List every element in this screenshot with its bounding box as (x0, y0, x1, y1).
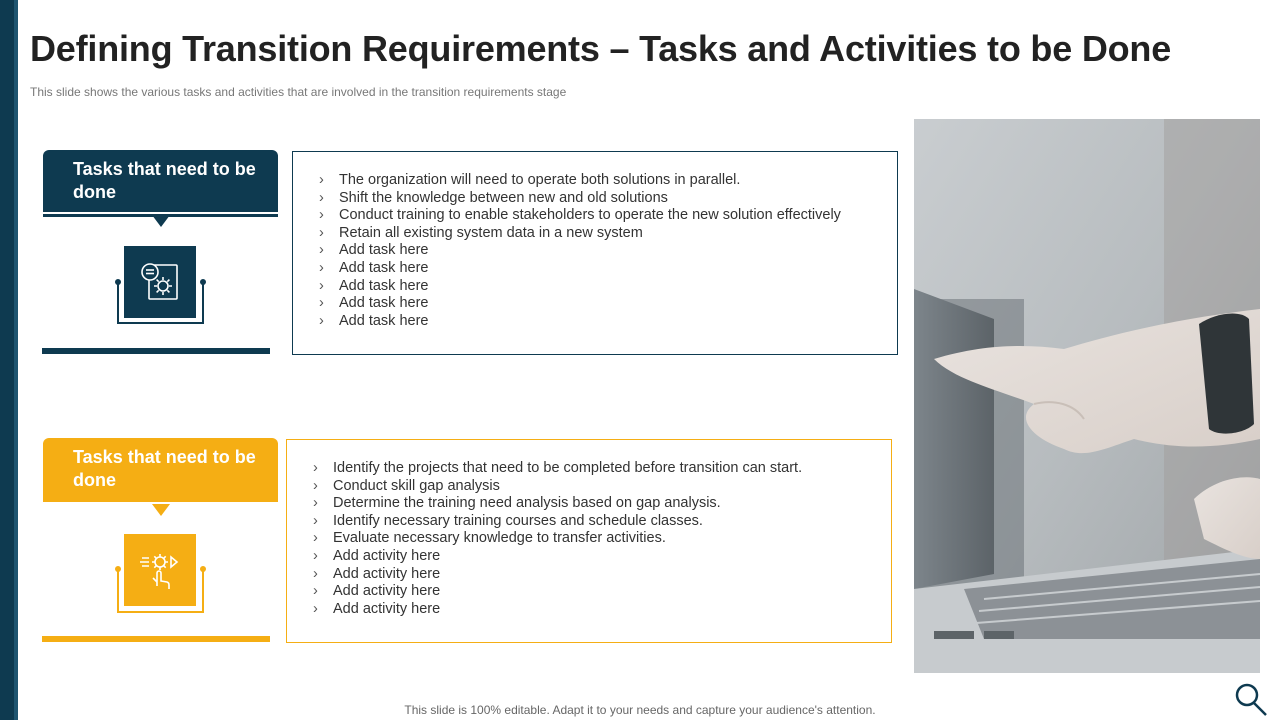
list-item-text: Conduct training to enable stakeholders to operate the new solution effectively (339, 207, 841, 224)
gear-document-icon (124, 246, 196, 318)
chevron-right-icon: › (313, 530, 318, 547)
list-item (313, 583, 871, 601)
chevron-right-icon: › (319, 277, 324, 294)
chevron-right-icon: › (313, 495, 318, 512)
list-item-text: Add activity here (333, 565, 441, 582)
chevron-right-icon: › (313, 477, 318, 494)
section1-list (319, 172, 877, 330)
section2-list (313, 460, 871, 618)
footer-note: This slide is 100% editable. Adapt it to your needs and capture your audience's attention. (404, 703, 876, 717)
list-item-text: Add activity here (333, 583, 441, 600)
chevron-right-icon: › (319, 224, 324, 241)
chevron-right-icon: › (319, 295, 324, 312)
list-item (319, 313, 877, 331)
list-item-text: Evaluate necessary knowledge to transfer activities. (333, 530, 666, 547)
section2-label-underline (43, 499, 278, 502)
list-item-text: Identify the projects that need to be completed before transition can start. (333, 460, 803, 476)
section2-bottom-line (42, 636, 270, 642)
chevron-right-icon: › (313, 547, 318, 564)
list-item-text: Add task here (339, 259, 429, 276)
section1-dot-right (200, 279, 206, 285)
list-item-text: Identify necessary training courses and schedule classes. (333, 512, 703, 529)
section2-dot-right (200, 566, 206, 572)
chevron-right-icon: › (319, 259, 324, 276)
list-item (319, 190, 877, 208)
section1-label: Tasks that need to be done (43, 150, 278, 212)
chevron-right-icon: › (313, 583, 318, 600)
chevron-right-icon: › (319, 242, 324, 259)
list-item (319, 278, 877, 296)
chevron-right-icon: › (313, 460, 318, 476)
left-accent-bar (0, 0, 18, 720)
section2-arrow (152, 504, 170, 516)
list-item (313, 601, 871, 619)
list-item (319, 207, 877, 225)
list-item (319, 260, 877, 278)
list-item (313, 530, 871, 548)
list-item-text: Add activity here (333, 600, 441, 617)
list-item (319, 225, 877, 243)
list-item-text: Add activity here (333, 547, 441, 564)
section2-list-box (286, 439, 892, 643)
magnifier-icon (1228, 680, 1272, 720)
section1-dot-left (115, 279, 121, 285)
chevron-right-icon: › (313, 565, 318, 582)
list-item (319, 295, 877, 313)
list-item (313, 548, 871, 566)
list-item-text: Add task here (339, 312, 429, 329)
section2-label: Tasks that need to be done (43, 438, 278, 500)
list-item-text: The organization will need to operate both solutions in parallel. (339, 172, 741, 188)
list-item-text: Shift the knowledge between new and old solutions (339, 189, 668, 206)
list-item-text: Conduct skill gap analysis (333, 477, 500, 494)
list-item (319, 242, 877, 260)
list-item-text: Determine the training need analysis based on gap analysis. (333, 495, 721, 512)
section1-bottom-line (42, 348, 270, 354)
laptop-hand-photo (914, 119, 1260, 673)
chevron-right-icon: › (319, 172, 324, 188)
chevron-right-icon: › (319, 189, 324, 206)
chevron-right-icon: › (313, 600, 318, 617)
list-item (313, 495, 871, 513)
chevron-right-icon: › (319, 207, 324, 224)
page-title: Defining Transition Requirements – Tasks and Activities to be Done (30, 28, 1172, 69)
list-item (313, 566, 871, 584)
list-item (313, 513, 871, 531)
hand-touch-gear-icon (124, 534, 196, 606)
section1-list-box (292, 151, 898, 355)
list-item (319, 172, 877, 190)
chevron-right-icon: › (319, 312, 324, 329)
list-item (313, 460, 871, 478)
list-item-text: Add task here (339, 242, 429, 259)
list-item-text: Retain all existing system data in a new system (339, 224, 643, 241)
list-item (313, 478, 871, 496)
section1-arrow (152, 215, 170, 227)
list-item-text: Add task here (339, 277, 429, 294)
chevron-right-icon: › (313, 512, 318, 529)
section2-dot-left (115, 566, 121, 572)
page-subtitle: This slide shows the various tasks and activities that are involved in the transition requirements stage (30, 85, 567, 99)
list-item-text: Add task here (339, 295, 429, 312)
